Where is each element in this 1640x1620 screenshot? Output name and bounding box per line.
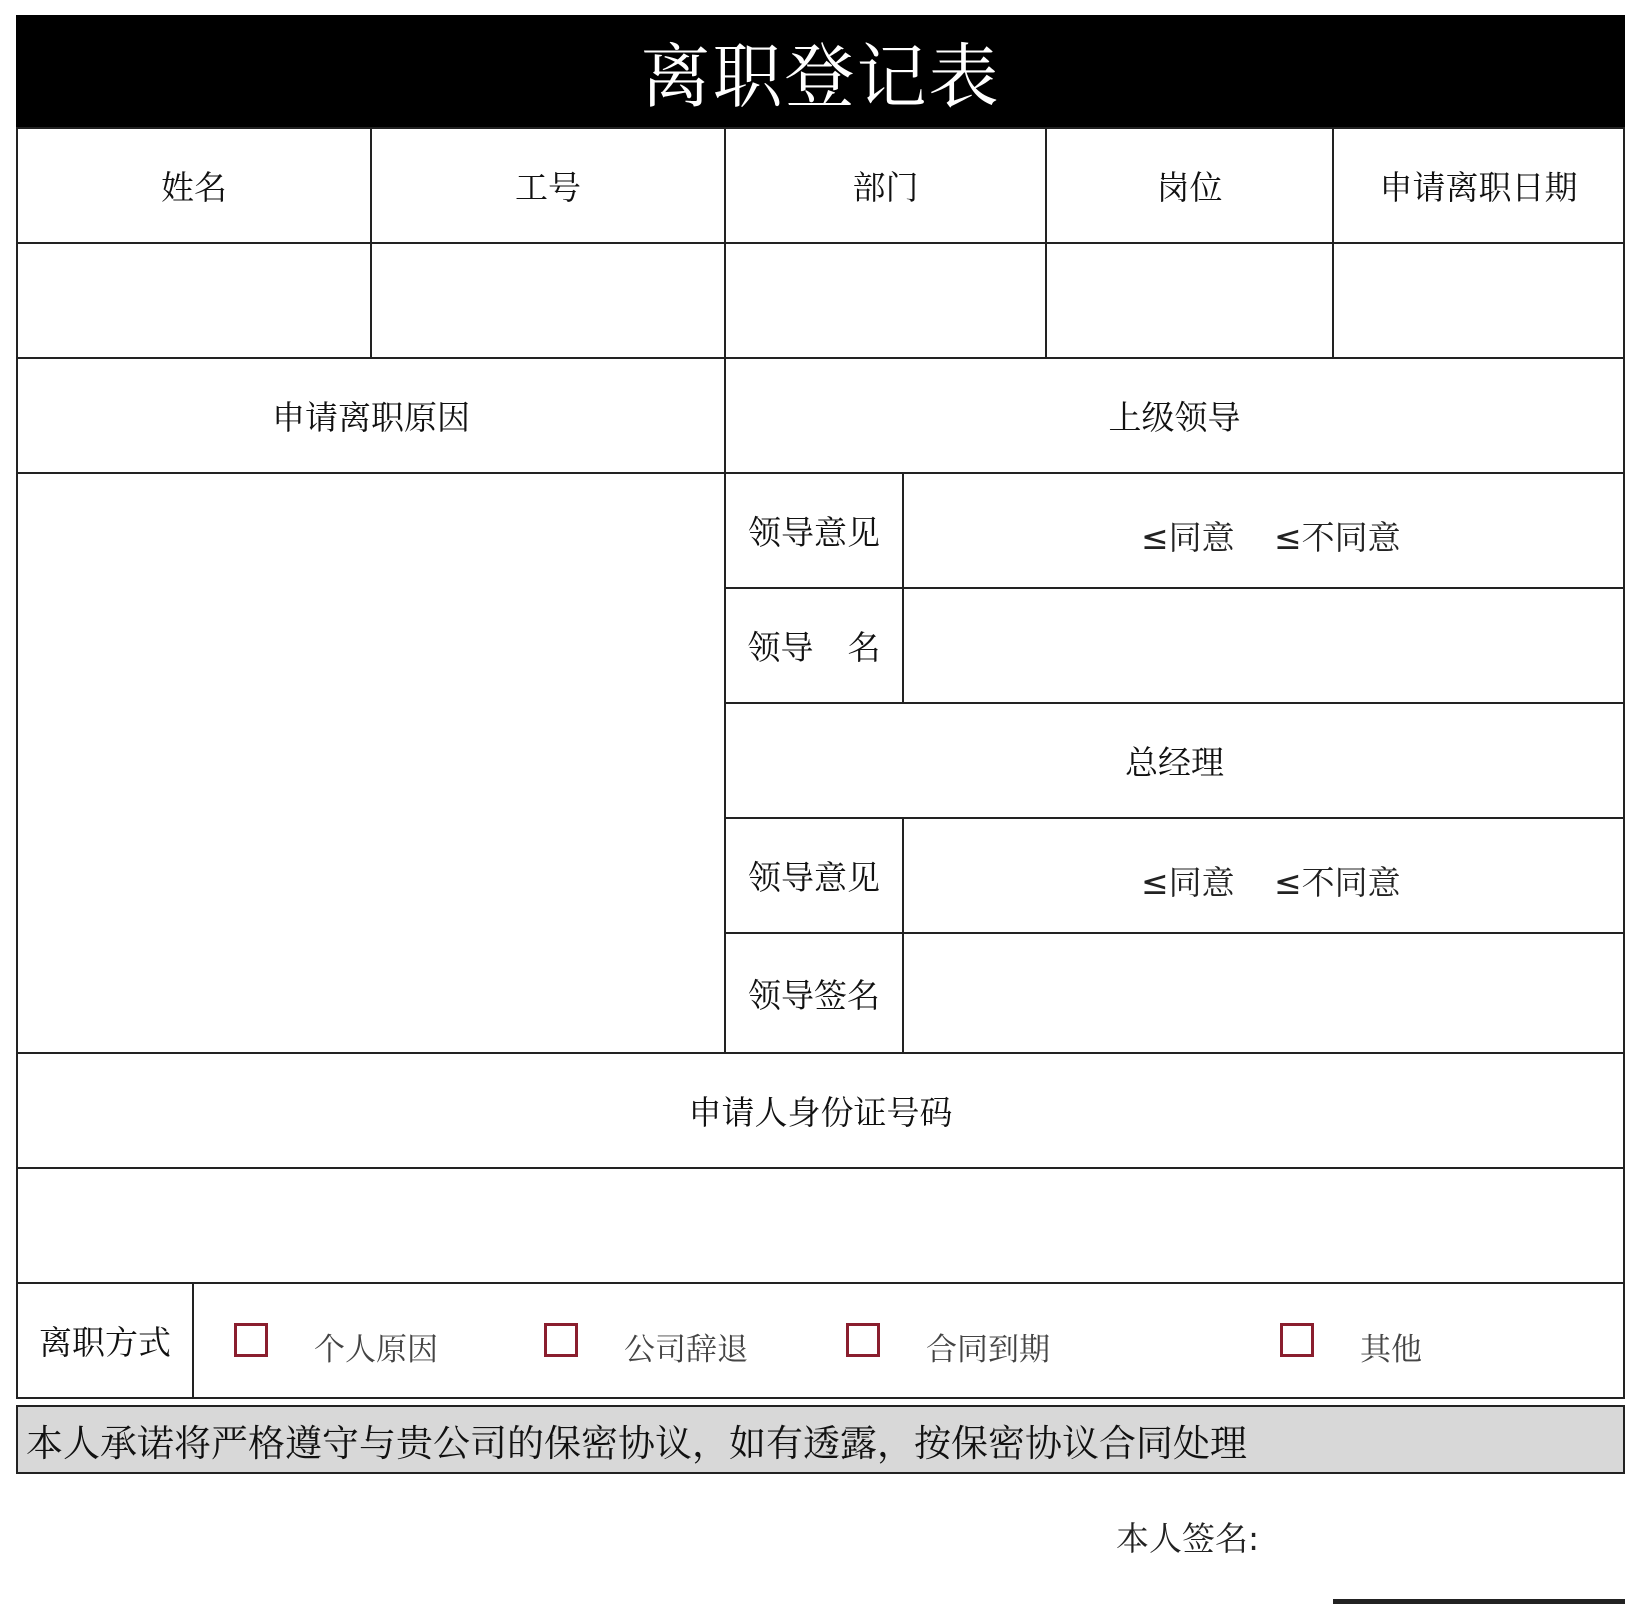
resign-method-label: 离职方式 <box>16 1282 194 1399</box>
header-name: 姓名 <box>16 127 372 244</box>
gm-section-label: 总经理 <box>724 702 1625 819</box>
header-department: 部门 <box>724 127 1047 244</box>
gm-opinion-field <box>902 817 1625 934</box>
option-personal-reason: 个人原因 <box>314 1332 438 1368</box>
gm-opinion-label: 领导意见 <box>724 817 904 934</box>
supervisor-opinion-field <box>902 472 1625 589</box>
checkbox-personal-reason[interactable] <box>234 1323 268 1357</box>
option-contract-expiry: 合同到期 <box>926 1332 1050 1368</box>
department-field[interactable] <box>724 242 1047 359</box>
self-signature-label: 本人签名: <box>1116 1519 1260 1558</box>
checkbox-other[interactable] <box>1280 1323 1314 1357</box>
gm-agree-option[interactable]: ≤同意 <box>1141 863 1235 902</box>
gm-signature-label: 领导签名 <box>724 932 904 1054</box>
supervisor-signature-field[interactable] <box>902 587 1625 704</box>
id-number-field[interactable] <box>16 1167 1625 1284</box>
confidentiality-promise: 本人承诺将严格遵守与贵公司的保密协议，如有透露，按保密协议合同处理 <box>16 1405 1625 1474</box>
resign-method-options <box>192 1282 1625 1399</box>
header-employee-id: 工号 <box>370 127 726 244</box>
checkbox-contract-expiry[interactable] <box>846 1323 880 1357</box>
form-title: 离职登记表 <box>16 15 1625 127</box>
gm-disagree-option[interactable]: ≤不同意 <box>1274 863 1401 902</box>
header-position: 岗位 <box>1045 127 1334 244</box>
supervisor-agree-option[interactable]: ≤同意 <box>1141 518 1235 557</box>
option-company-dismissal: 公司辞退 <box>624 1332 748 1368</box>
position-field[interactable] <box>1045 242 1334 359</box>
employee-id-field[interactable] <box>370 242 726 359</box>
supervisor-section-label: 上级领导 <box>724 357 1625 474</box>
reason-label: 申请离职原因 <box>16 357 726 474</box>
id-number-label: 申请人身份证号码 <box>16 1052 1625 1169</box>
supervisor-signature-label-tail: 名 <box>847 628 881 667</box>
self-signature-line[interactable] <box>1333 1599 1625 1604</box>
header-resign-date: 申请离职日期 <box>1332 127 1625 244</box>
resign-date-field[interactable] <box>1332 242 1625 359</box>
supervisor-disagree-option[interactable]: ≤不同意 <box>1274 518 1401 557</box>
supervisor-opinion-label: 领导意见 <box>724 472 904 589</box>
name-field[interactable] <box>16 242 372 359</box>
reason-field[interactable] <box>16 472 726 1054</box>
supervisor-signature-label <box>724 587 904 704</box>
supervisor-signature-label-head: 领导 <box>747 628 814 667</box>
option-other: 其他 <box>1360 1332 1422 1368</box>
checkbox-company-dismissal[interactable] <box>544 1323 578 1357</box>
gm-signature-field[interactable] <box>902 932 1625 1054</box>
